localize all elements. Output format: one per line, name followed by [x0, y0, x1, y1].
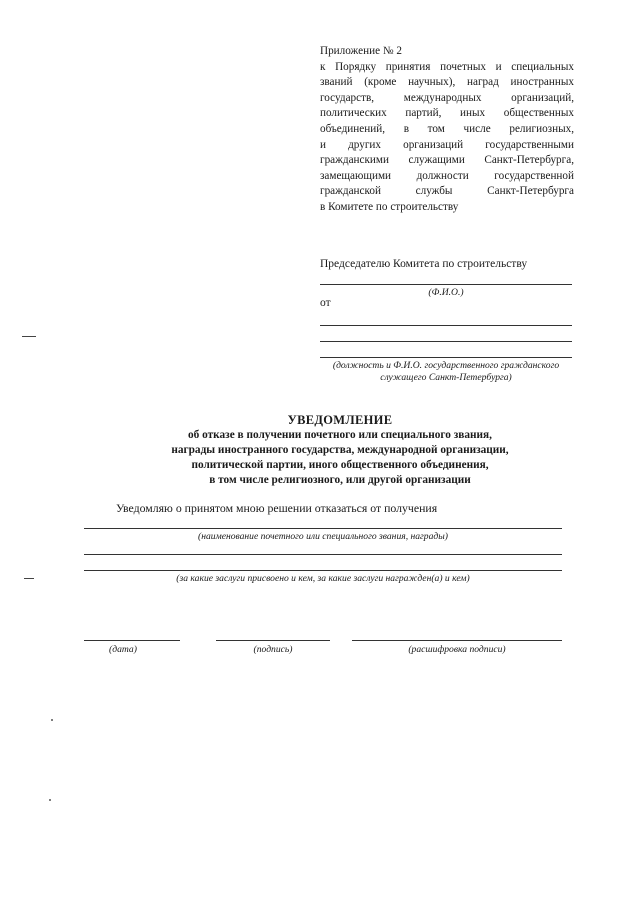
appendix-line: замещающими должности государственной — [320, 169, 574, 182]
from-line-2[interactable] — [320, 341, 572, 342]
margin-mark — [22, 336, 36, 337]
appendix-line: гражданской службы Санкт-Петербурга — [320, 185, 574, 198]
appendix-line: гражданскими служащими Санкт-Петербурга, — [320, 154, 574, 167]
appendix-line: к Порядку принятия почетных и специальных — [320, 60, 574, 73]
merit-caption: (за какие заслуги присвоено и кем, за какие заслуги награжден(а) и кем) — [176, 573, 470, 584]
merit-line-1[interactable] — [84, 554, 562, 555]
award-line[interactable] — [84, 528, 562, 529]
from-label: от — [320, 297, 331, 309]
scan-dot — [51, 719, 53, 721]
appendix-number: Приложение № 2 — [320, 45, 402, 57]
title-line: в том числе религиозного, или другой организации — [209, 474, 471, 486]
appendix-header — [320, 44, 574, 216]
margin-mark — [24, 578, 34, 579]
date-line[interactable] — [84, 640, 180, 641]
title-main: УВЕДОМЛЕНИЕ — [287, 413, 393, 427]
fio-caption: (Ф.И.О.) — [428, 287, 464, 298]
intro-text: Уведомляю о принятом мною решении отказаться от получения — [116, 501, 438, 515]
decode-caption: (расшифровка подписи) — [408, 644, 506, 655]
signature-caption: (подпись) — [253, 644, 293, 655]
appendix-line: политических партий, иных общественных — [320, 107, 574, 120]
scan-dot — [49, 799, 51, 801]
appendix-line: объединений, в том числе религиозных, — [320, 122, 574, 135]
award-caption: (наименование почетного или специального звания, награды) — [198, 531, 448, 542]
merit-line-2[interactable] — [84, 570, 562, 571]
addressee-to: Председателю Комитета по строительству — [320, 258, 528, 270]
from-line-1[interactable] — [320, 325, 572, 326]
appendix-line: званий (кроме научных), наград иностранных — [320, 76, 574, 89]
title-line: награды иностранного государства, международной организации, — [171, 444, 509, 456]
date-caption: (дата) — [109, 644, 137, 655]
title-line: политической партии, иного общественного объединения, — [191, 459, 489, 471]
title-line: об отказе в получении почетного или специального звания, — [188, 429, 492, 441]
position-caption-line: (должность и Ф.И.О. государственного гражданского — [332, 360, 560, 371]
appendix-line: в Комитете по строительству — [320, 200, 459, 213]
decode-line[interactable] — [352, 640, 562, 641]
position-caption-line: служащего Санкт-Петербурга) — [380, 372, 512, 383]
position-caption — [316, 360, 576, 384]
signature-line[interactable] — [216, 640, 330, 641]
document-title — [100, 413, 580, 488]
fio-line[interactable] — [320, 284, 572, 285]
appendix-line: и других организаций государственными — [320, 138, 574, 151]
appendix-line: государств, международных организаций, — [320, 91, 574, 104]
from-line-3[interactable] — [320, 357, 572, 358]
